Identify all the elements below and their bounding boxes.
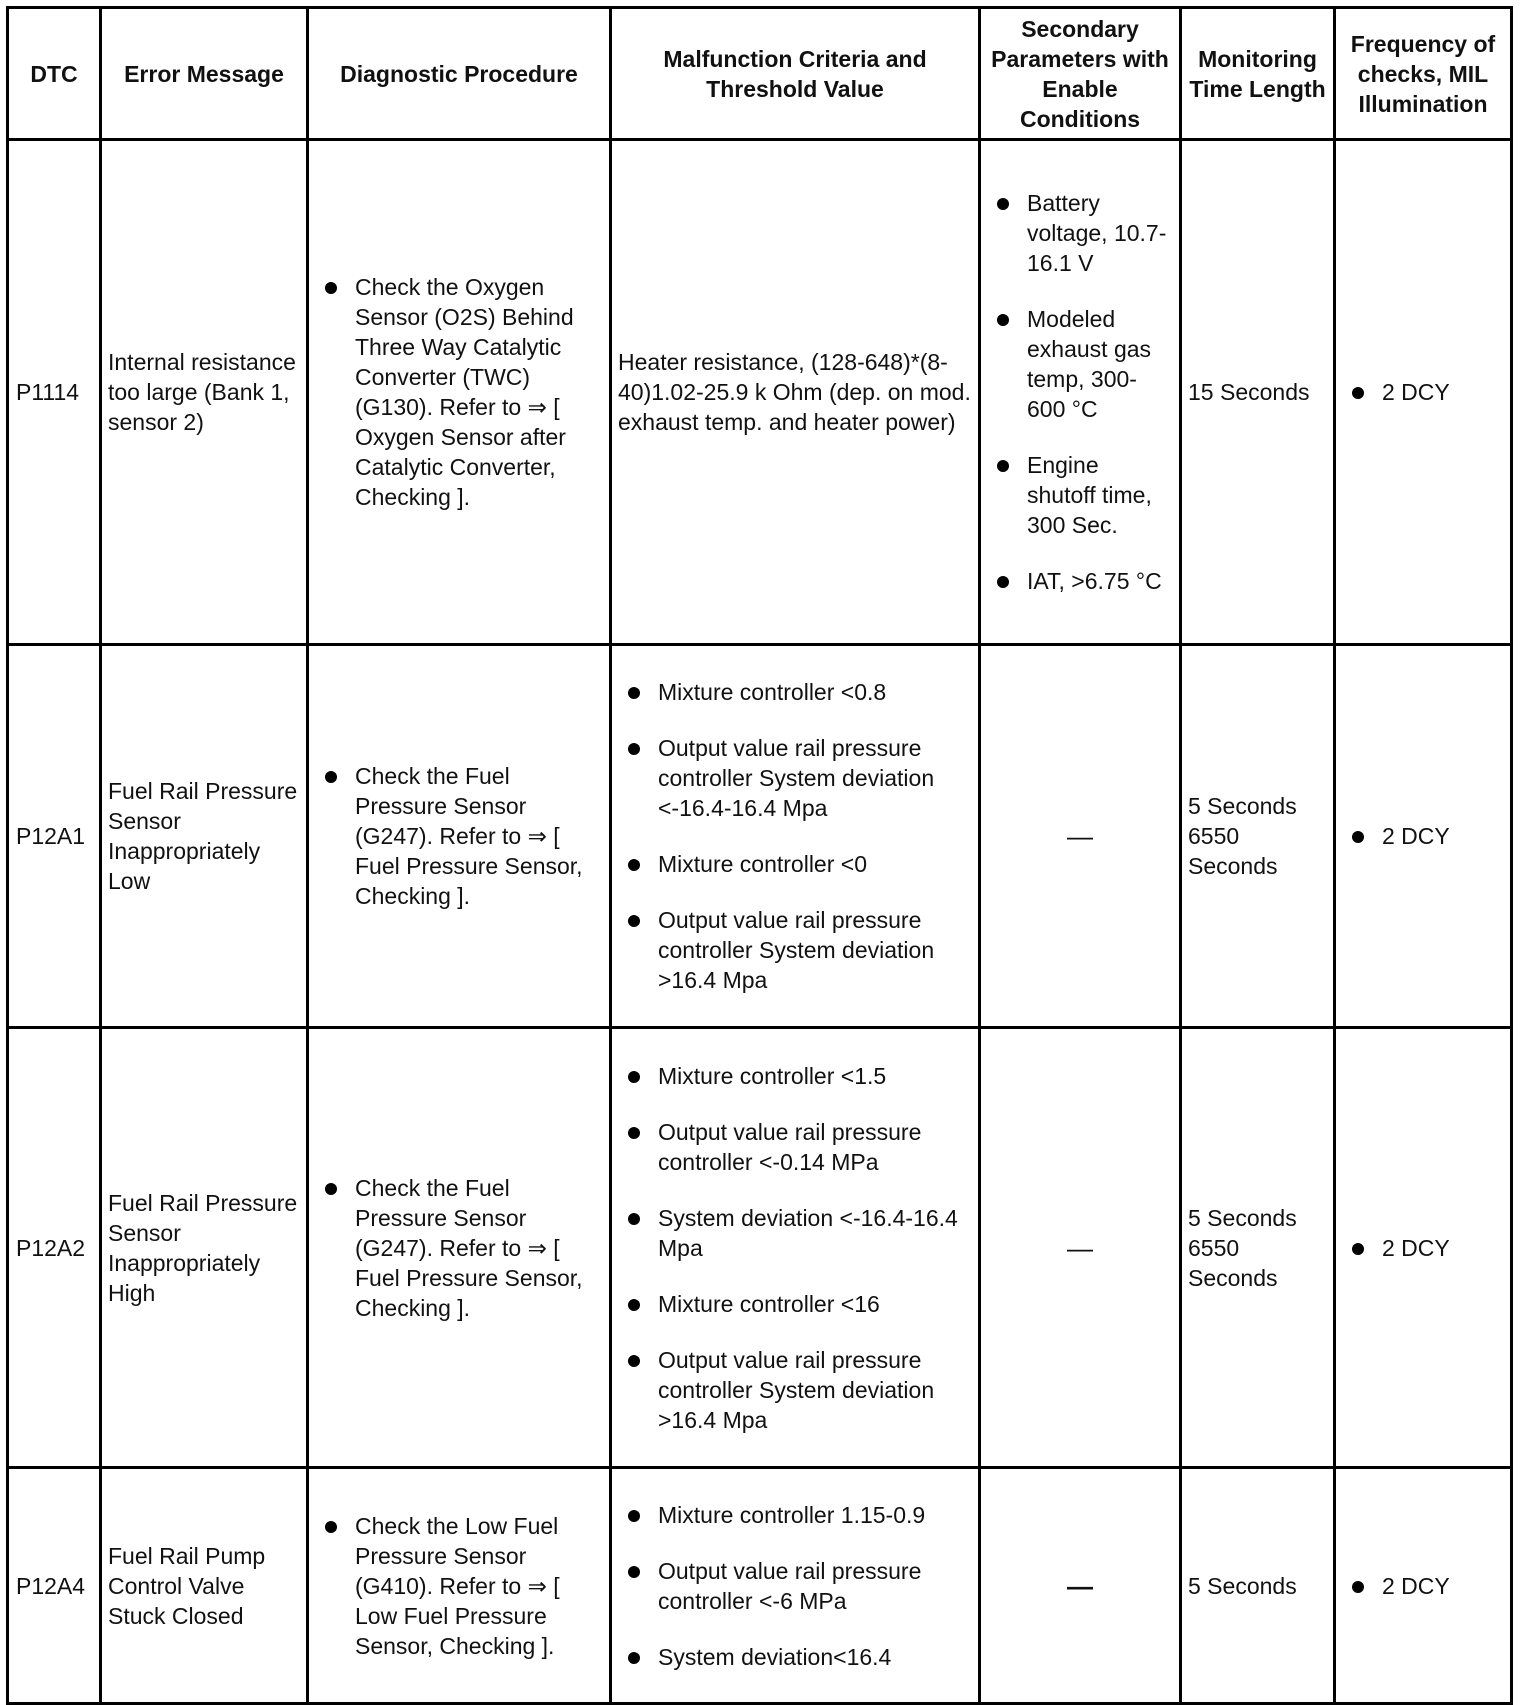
- error-message: Internal resistance too large (Bank 1, sensor 2): [101, 140, 308, 645]
- criteria-item: System deviation <-16.4-16.4 Mpa: [618, 1203, 972, 1263]
- malfunction-criteria: [611, 1468, 980, 1704]
- criteria-item: System deviation<16.4: [618, 1642, 972, 1672]
- monitoring-time: 5 Seconds 6550 Seconds: [1181, 1028, 1335, 1468]
- dtc-document: [6, 6, 1513, 1705]
- criteria-item: Output value rail pressure controller System deviation <-16.4-16.4 Mpa: [618, 733, 972, 823]
- criteria-item: Mixture controller <16: [618, 1289, 972, 1319]
- error-message: Fuel Rail Pump Control Valve Stuck Closed: [101, 1468, 308, 1704]
- frequency-item: 2 DCY: [1342, 1571, 1504, 1601]
- secondary-parameters: —: [980, 645, 1181, 1028]
- header-diagnostic-procedure: Diagnostic Procedure: [308, 8, 611, 140]
- secondary-parameters: —: [980, 1028, 1181, 1468]
- dtc-code: P1114: [8, 140, 101, 645]
- diagnostic-procedure: [308, 140, 611, 645]
- monitoring-time: 5 Seconds: [1181, 1468, 1335, 1704]
- frequency: [1335, 1468, 1512, 1704]
- dtc-code: P12A4: [8, 1468, 101, 1704]
- procedure-item: Check the Oxygen Sensor (O2S) Behind Three Way Catalytic Converter (TWC) (G130). Refer to ⇒ [ Oxygen Sensor after Catalytic Converter, Checking ].: [315, 272, 603, 512]
- header-monitoring-time: Monitoring Time Length: [1181, 8, 1335, 140]
- criteria-item: Output value rail pressure controller System deviation >16.4 Mpa: [618, 905, 972, 995]
- secondary-item: IAT, >6.75 °C: [987, 566, 1173, 596]
- criteria-item: Output value rail pressure controller System deviation >16.4 Mpa: [618, 1345, 972, 1435]
- monitoring-time: 15 Seconds: [1181, 140, 1335, 645]
- secondary-item: Battery voltage, 10.7-16.1 V: [987, 188, 1173, 278]
- frequency: [1335, 140, 1512, 645]
- frequency-item: 2 DCY: [1342, 821, 1504, 851]
- diagnostic-procedure: [308, 1468, 611, 1704]
- table-row: [8, 140, 1512, 645]
- malfunction-criteria: [611, 645, 980, 1028]
- dtc-table: [6, 6, 1513, 1705]
- criteria-item: Mixture controller <0: [618, 849, 972, 879]
- table-row: [8, 645, 1512, 1028]
- error-message: Fuel Rail Pressure Sensor Inappropriately Low: [101, 645, 308, 1028]
- malfunction-criteria: [611, 1028, 980, 1468]
- secondary-item: Engine shutoff time, 300 Sec.: [987, 450, 1173, 540]
- criteria-item: Output value rail pressure controller <-0.14 MPa: [618, 1117, 972, 1177]
- header-error-message: Error Message: [101, 8, 308, 140]
- header-row: [8, 8, 1512, 140]
- diagnostic-procedure: [308, 645, 611, 1028]
- procedure-item: Check the Fuel Pressure Sensor (G247). Refer to ⇒ [ Fuel Pressure Sensor, Checking ].: [315, 761, 603, 911]
- header-secondary-parameters: Secondary Parameters with Enable Conditions: [980, 8, 1181, 140]
- frequency-item: 2 DCY: [1342, 377, 1504, 407]
- malfunction-criteria: Heater resistance, (128-648)*(8-40)1.02-25.9 k Ohm (dep. on mod. exhaust temp. and heater power): [611, 140, 980, 645]
- diagnostic-procedure: [308, 1028, 611, 1468]
- secondary-parameters: —: [980, 1468, 1181, 1704]
- secondary-item: Modeled exhaust gas temp, 300-600 °C: [987, 304, 1173, 424]
- frequency-item: 2 DCY: [1342, 1233, 1504, 1263]
- header-frequency: Frequency of checks, MIL Illumination: [1335, 8, 1512, 140]
- secondary-parameters: [980, 140, 1181, 645]
- criteria-item: Mixture controller 1.15-0.9: [618, 1500, 972, 1530]
- dtc-code: P12A1: [8, 645, 101, 1028]
- frequency: [1335, 1028, 1512, 1468]
- criteria-item: Mixture controller <0.8: [618, 677, 972, 707]
- procedure-item: Check the Fuel Pressure Sensor (G247). Refer to ⇒ [ Fuel Pressure Sensor, Checking ].: [315, 1173, 603, 1323]
- monitoring-time: 5 Seconds 6550 Seconds: [1181, 645, 1335, 1028]
- frequency: [1335, 645, 1512, 1028]
- table-row: [8, 1028, 1512, 1468]
- criteria-item: Output value rail pressure controller <-6 MPa: [618, 1556, 972, 1616]
- dtc-code: P12A2: [8, 1028, 101, 1468]
- header-dtc: DTC: [8, 8, 101, 140]
- criteria-item: Mixture controller <1.5: [618, 1061, 972, 1091]
- header-malfunction-criteria: Malfunction Criteria and Threshold Value: [611, 8, 980, 140]
- error-message: Fuel Rail Pressure Sensor Inappropriately High: [101, 1028, 308, 1468]
- procedure-item: Check the Low Fuel Pressure Sensor (G410). Refer to ⇒ [ Low Fuel Pressure Sensor, Checking ].: [315, 1511, 603, 1661]
- table-row: [8, 1468, 1512, 1704]
